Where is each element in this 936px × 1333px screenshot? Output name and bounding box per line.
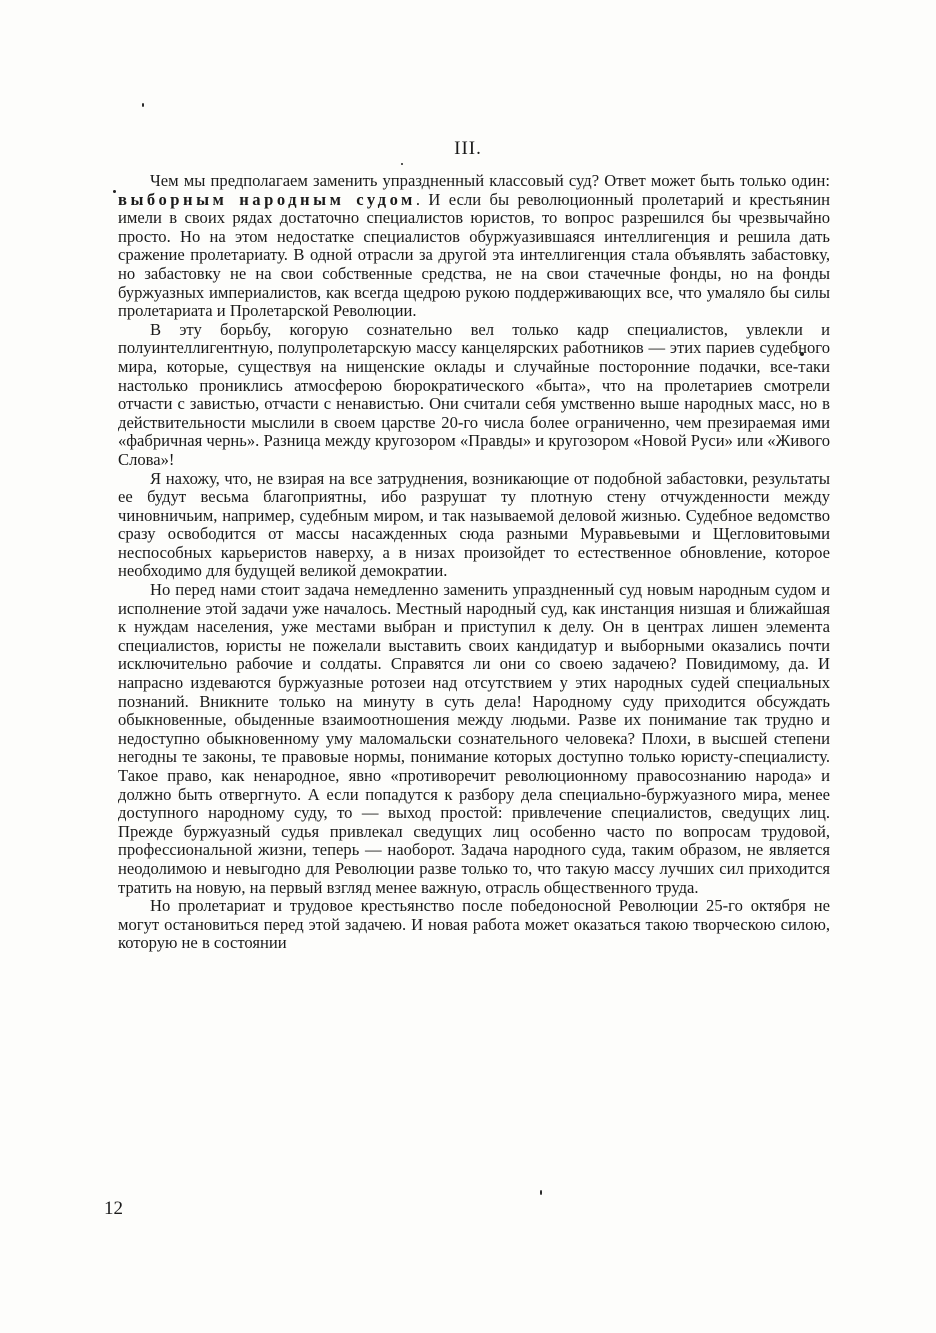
scan-speck — [113, 190, 116, 193]
paragraph-5: Но пролетариат и трудовое крестьянство после победоносной Революции 25-го октября не могут остановиться перед этой задачею. И новая работа может оказаться такою творческою силою, которую не в состоянии — [118, 896, 830, 953]
section-heading: III. — [454, 138, 482, 159]
emphasized-phrase: выборным народным судом — [118, 189, 416, 209]
page-number: 12 — [104, 1198, 123, 1219]
scan-speck — [540, 1190, 542, 1195]
paragraph-1-end: . И если бы революционный пролетарий и крестьянин имели в своих рядах достаточно специалистов юристов, то вопрос разрешился бы чрезвычайно просто. Но на этом недостатке специалистов обуржуазившаяся интеллигенция и решила дать сражение пролетариату. В одной отрасли за другой эта интеллигенция стала объявлять забастовку, но забастовку не на свои собственные средства, не на свои стачечные фонды, но на фонды буржуазных империалистов, как всегда щедрою рукою поддерживающих все, что умаляло бы силы пролетариата и Пролетарской Революции. — [118, 189, 830, 321]
scan-speck — [401, 163, 403, 165]
paragraph-1 — [118, 172, 830, 321]
paragraph-4: Но перед нами стоит задача немедленно заменить упраздненный суд новым народным судом и исполнение этой задачи уже началось. Местный народный суд, как инстанция низшая и ближайшая к нуждам населения, уже местами выбран и приступил к делу. Он в центрах лишен элемента специалистов, юристы не пожелали выставить своих кандидатур и выборными оказались почти исключительно рабочие и солдаты. Справятся ли они со своею задачею? Повидимому, да. И напрасно издеваются буржуазные ротозеи над отсутствием у этих народных судей специальных познаний. Вникните только на минуту в суть дела! Народному суду приходится обсуждать обыкновенные, обыденные взаимоотношения между людьми. Разве их понимание так трудно и недоступно обыкновенному уму маломальски сознательного человека? Плохи, в высшей степени негодны те законы, те правовые нормы, понимание которых доступно только юристу-специалисту. Такое право, как ненародное, явно «противоречит революционному правосознанию народа» и должно быть отвергнуто. А если попадутся к разбору дела специально-буржуазного мира, менее доступного народному суду, то — выход простой: привлечение специалистов, сведущих лиц. Прежде буржуазный судья привлекал сведущих лиц особенно часто по вопросам трудовой, профессиональной жизни, теперь — наоборот. Задача народного суда, таким образом, не является неодолимою и невыгодно для Революции разве только то, что такую массу лучших сил приходится тратить на новую, на первый взгляд менее важную, отрасль общественного труда. — [118, 580, 830, 897]
scan-speck — [142, 103, 144, 107]
paragraph-1-start: Чем мы предполагаем заменить упраздненный классовый суд? Ответ может быть только один: — [150, 171, 830, 190]
paragraph-3: Я нахожу, что, не взирая на все затруднения, возникающие от подобной забастовки, результаты ее будут весьма благоприятны, ибо разрушат ту плотную стену отчужденности между чиновничьим, например, судебным миром, и так называемой деловой жизнью. Судебное ведомство сразу освободится от массы насажденных сюда разными Муравьевыми и Щегловитовыми неспособных карьеристов наверху, а в низах произойдет то естественное обновление, которое необходимо для будущей великой демократии. — [118, 468, 830, 581]
article-body — [118, 172, 830, 953]
paragraph-2: В эту борьбу, когорую сознательно вел только кадр специалистов, увлекли и полуинтеллигентную, полупролетарскую массу канцелярских работников — этих париев судебного мира, которые, существуя на нищенские оклады и случайные посторонние подачки, все-таки настолько прониклись атмосферою бюрократического «быта», что на пролетариев смотрели отчасти с завистью, отчасти с ненавистью. Они считали себя умственно выше народных масс, но в действительности мыслили в своем царстве 20-го числа более ограниченно, чем презираемая ими «фабричная чернь». Разница между кругозором «Правды» и кругозором «Новой Руси» или «Живого Слова»! — [118, 319, 830, 469]
